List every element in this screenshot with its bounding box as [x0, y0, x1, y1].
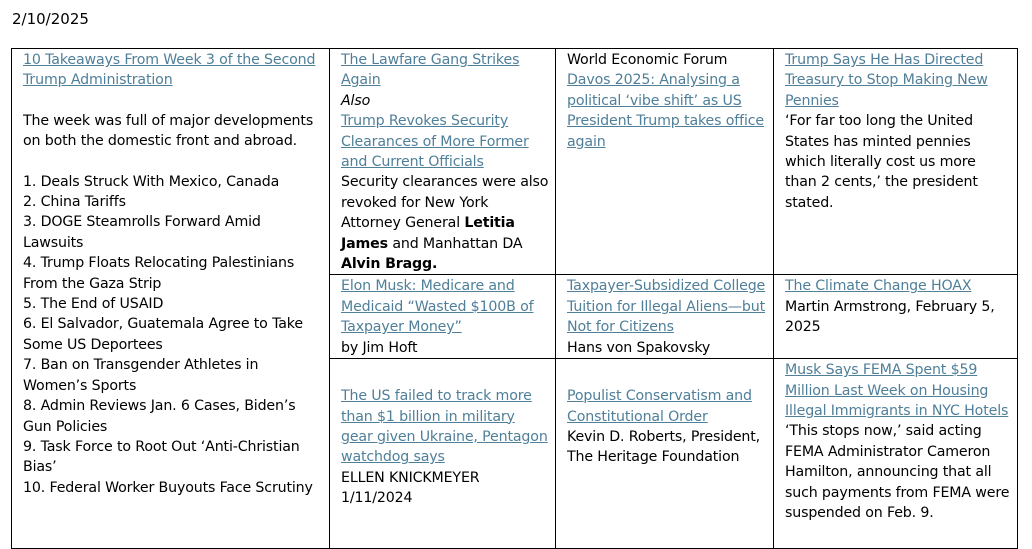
- takeaways-link[interactable]: 10 Takeaways From Week 3 of the Second Trump Administration: [23, 52, 316, 89]
- populist-byline: Kevin D. Roberts, President, The Heritage Foundation: [567, 428, 761, 466]
- clearances-link[interactable]: Trump Revokes Security Clearances of More Former and Current Officials: [341, 113, 529, 171]
- clearances-text-b: and Manhattan DA: [387, 235, 523, 252]
- pennies-cell: [774, 49, 1018, 275]
- news-table: [11, 48, 1018, 549]
- climate-cell: [774, 275, 1018, 359]
- takeaways-cell: [12, 49, 330, 549]
- fema-quote: ‘This stops now,’ said acting FEMA Administrator Cameron Hamilton, announcing that all such payments from FEMA were suspended on Feb. 9.: [785, 423, 1010, 521]
- ukraine-date: 1/11/2024: [341, 490, 413, 507]
- climate-byline: Martin Armstrong, February 5, 2025: [785, 298, 995, 336]
- fema-link[interactable]: Musk Says FEMA Spent $59 Million Last Week on Housing Illegal Immigrants in NYC Hotels: [785, 362, 1009, 419]
- name-alvin-bragg: Alvin Bragg.: [341, 256, 438, 273]
- tuition-byline: Hans von Spakovsky: [567, 339, 711, 356]
- takeaways-intro: The week was full of major developments on both the domestic front and abroad.: [23, 112, 314, 150]
- davos-source: World Economic Forum: [567, 52, 728, 68]
- pennies-quote: ‘For far too long the United States has minted pennies which literally cost us more than 2 cents,’ the president stated.: [785, 113, 978, 211]
- name-letitia-james: Letitia James: [341, 215, 515, 252]
- climate-link[interactable]: The Climate Change HOAX: [785, 278, 972, 295]
- list-item: 8. Admin Reviews Jan. 6 Cases, Biden’s Gun Policies: [23, 398, 296, 435]
- list-item: 5. The End of USAID: [23, 296, 164, 313]
- medicare-cell: [330, 275, 556, 359]
- lawfare-link[interactable]: The Lawfare Gang Strikes Again: [341, 52, 520, 89]
- list-item: 10. Federal Worker Buyouts Face Scrutiny: [23, 479, 313, 496]
- tuition-cell: [556, 275, 774, 359]
- medicare-byline: by Jim Hoft: [341, 339, 418, 356]
- fema-cell: [774, 359, 1018, 549]
- ukraine-cell: [330, 359, 556, 549]
- also-label: Also: [341, 92, 371, 109]
- clearances-text: [341, 172, 549, 274]
- davos-cell: [556, 49, 774, 275]
- list-item: 4. Trump Floats Relocating Palestinians From the Gaza Strip: [23, 255, 295, 292]
- list-item: 1. Deals Struck With Mexico, Canada: [23, 173, 280, 190]
- list-item: 2. China Tariffs: [23, 194, 126, 211]
- ukraine-author: ELLEN KNICKMEYER: [341, 469, 480, 486]
- medicare-link[interactable]: Elon Musk: Medicare and Medicaid “Wasted $100B of Taxpayer Money”: [341, 278, 534, 336]
- davos-link[interactable]: Davos 2025: Analysing a political ‘vibe shift’ as US President Trump takes office again: [567, 72, 764, 150]
- clearances-text-a: Security clearances were also revoked for New York Attorney General: [341, 174, 549, 232]
- list-item: 3. DOGE Steamrolls Forward Amid Lawsuits: [23, 214, 261, 251]
- document-date: 2/10/2025: [12, 10, 89, 28]
- list-item: 9. Task Force to Root Out ‘Anti-Christian Bias’: [23, 438, 300, 476]
- list-item: 7. Ban on Transgender Athletes in Women’s Sports: [23, 357, 259, 394]
- tuition-link[interactable]: Taxpayer-Subsidized College Tuition for Illegal Aliens—but Not for Citizens: [567, 278, 766, 336]
- list-item: 6. El Salvador, Guatemala Agree to Take Some US Deportees: [23, 316, 303, 353]
- pennies-link[interactable]: Trump Says He Has Directed Treasury to Stop Making New Pennies: [785, 52, 988, 109]
- lawfare-cell: [330, 49, 556, 275]
- takeaways-list: [23, 172, 323, 499]
- populist-link[interactable]: Populist Conservatism and Constitutional Order: [567, 388, 752, 425]
- ukraine-link[interactable]: The US failed to track more than $1 billion in military gear given Ukraine, Pentagon watchdog says: [341, 388, 548, 466]
- populist-cell: [556, 359, 774, 549]
